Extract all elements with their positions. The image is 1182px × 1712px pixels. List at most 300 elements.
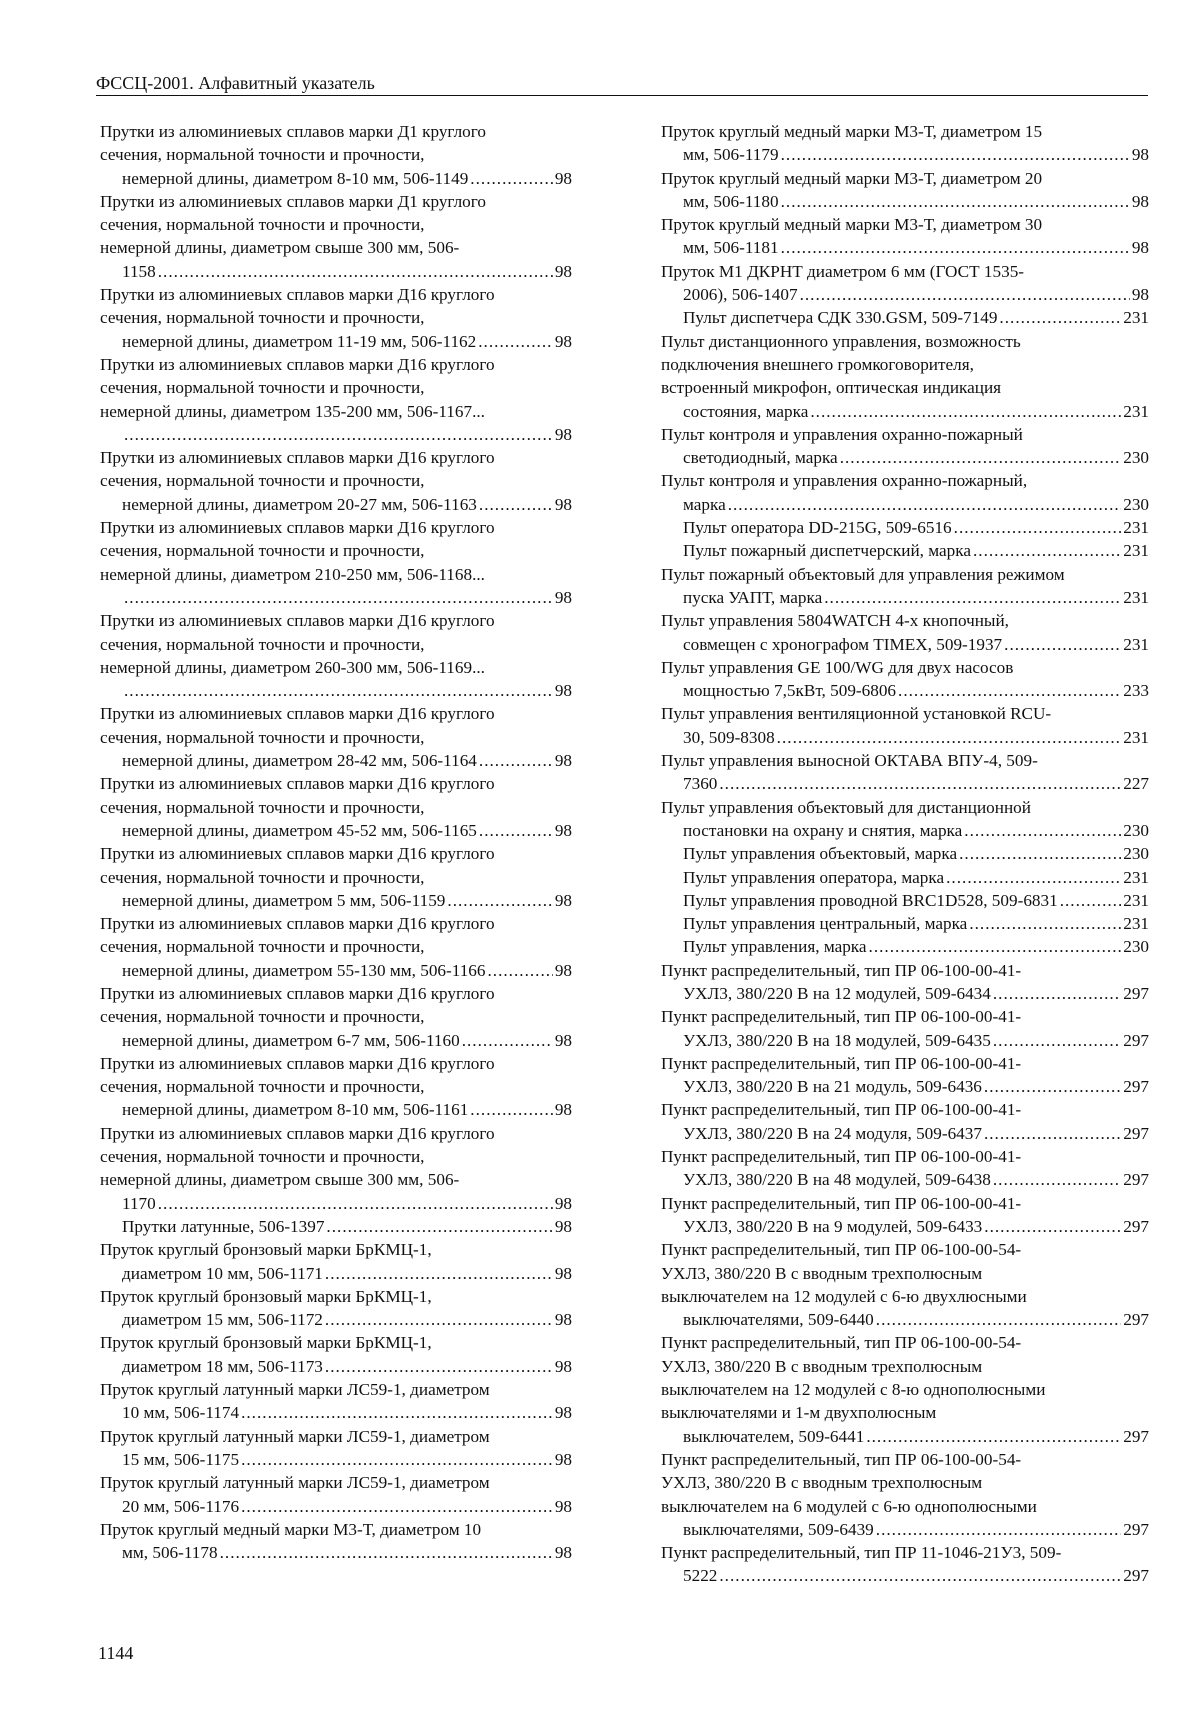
entry-text: немерной длины, диаметром 8-10 мм, 506-1161 xyxy=(122,1100,469,1120)
entry-line: немерной длины, диаметром 210-250 мм, 506-1168... xyxy=(100,564,485,584)
leader-dots xyxy=(876,1308,1121,1331)
entry-page: 231 xyxy=(1123,401,1149,421)
index-entry xyxy=(100,1122,572,1215)
entry-line: Прутки из алюминиевых сплавов марки Д16 круглого xyxy=(100,611,495,631)
entry-last-line xyxy=(683,586,1149,609)
entry-text: выключателями, 509-6439 xyxy=(683,1519,874,1539)
entry-text: диаметром 18 мм, 506-1173 xyxy=(122,1356,323,1376)
entry-line: Пульт дистанционного управления, возможность xyxy=(661,331,1021,351)
entry-text: 1170 xyxy=(122,1193,156,1213)
entry-text: диаметром 15 мм, 506-1172 xyxy=(122,1310,323,1330)
entry-text: мм, 506-1179 xyxy=(683,145,779,165)
index-entry xyxy=(100,1518,572,1565)
entry-last-line xyxy=(683,190,1149,213)
entry-page: 98 xyxy=(554,890,572,910)
entry-last-line xyxy=(122,260,572,283)
leader-dots xyxy=(984,1122,1121,1145)
index-entry xyxy=(661,866,1149,889)
entry-last-line xyxy=(683,400,1149,423)
entry-line: Пункт распределительный, тип ПР 06-100-00-41- xyxy=(661,1147,1022,1167)
entry-line: Прутки из алюминиевых сплавов марки Д16 круглого xyxy=(100,844,495,864)
entry-line: выключателем на 12 модулей с 8-ю однополюсными xyxy=(661,1380,1046,1400)
leader-dots xyxy=(973,539,1121,562)
entry-last-line xyxy=(122,1308,572,1331)
entry-last-line xyxy=(683,1075,1149,1098)
entry-page: 297 xyxy=(1123,1426,1149,1446)
index-entry xyxy=(661,959,1149,1006)
entry-page: 98 xyxy=(554,1403,572,1423)
leader-dots xyxy=(325,1355,553,1378)
index-entry xyxy=(661,609,1149,656)
entry-line: сечения, нормальной точности и прочности, xyxy=(100,1077,425,1097)
entry-line: сечения, нормальной точности и прочности, xyxy=(100,378,425,398)
entry-line: сечения, нормальной точности и прочности, xyxy=(100,308,425,328)
page-number: 1144 xyxy=(98,1643,134,1663)
index-entry xyxy=(100,912,572,982)
leader-dots xyxy=(241,1495,553,1518)
leader-dots xyxy=(241,1448,553,1471)
entry-line: Прутки из алюминиевых сплавов марки Д16 круглого xyxy=(100,914,495,934)
entry-last-line xyxy=(683,1425,1149,1448)
entry-last-line xyxy=(683,143,1149,166)
index-entry xyxy=(100,842,572,912)
entry-last-line xyxy=(122,1541,572,1564)
leader-dots xyxy=(325,1308,553,1331)
entry-text: состояния, марка xyxy=(683,401,809,421)
entry-page: 231 xyxy=(1123,587,1149,607)
entry-text: немерной длины, диаметром 11-19 мм, 506-1162 xyxy=(122,331,477,351)
entry-text: Пульт управления оператора, марка xyxy=(683,867,945,887)
index-entry xyxy=(100,772,572,842)
leader-dots xyxy=(1004,633,1121,656)
index-entry xyxy=(661,935,1149,958)
entry-last-line xyxy=(122,889,572,912)
entry-page: 231 xyxy=(1123,541,1149,561)
index-entry xyxy=(661,423,1149,470)
entry-text: 7360 xyxy=(683,774,718,794)
leader-dots xyxy=(728,493,1122,516)
entry-text: диаметром 10 мм, 506-1171 xyxy=(122,1263,323,1283)
leader-dots xyxy=(1060,889,1122,912)
entry-last-line xyxy=(683,889,1149,912)
index-entry xyxy=(661,1238,1149,1331)
entry-line: Прутки из алюминиевых сплавов марки Д16 круглого xyxy=(100,1053,495,1073)
entry-page: 231 xyxy=(1123,634,1149,654)
leader-dots xyxy=(241,1401,553,1424)
leader-dots xyxy=(993,1029,1121,1052)
leader-dots xyxy=(479,493,553,516)
leader-dots xyxy=(984,1215,1121,1238)
entry-page: 231 xyxy=(1123,727,1149,747)
entry-text: мм, 506-1181 xyxy=(683,238,779,258)
entry-last-line xyxy=(683,539,1149,562)
leader-dots xyxy=(158,1192,553,1215)
entry-last-line xyxy=(122,1029,572,1052)
index-entry xyxy=(100,1215,572,1238)
entry-text: совмещен с хронографом TIMEX, 509-1937 xyxy=(683,634,1003,654)
entry-line: Прутки из алюминиевых сплавов марки Д16 круглого xyxy=(100,704,495,724)
leader-dots xyxy=(840,446,1122,469)
entry-line: сечения, нормальной точности и прочности, xyxy=(100,634,425,654)
entry-text: немерной длины, диаметром 20-27 мм, 506-1163 xyxy=(122,494,477,514)
index-entry xyxy=(661,1541,1149,1588)
leader-dots xyxy=(470,167,553,190)
entry-page: 230 xyxy=(1123,820,1149,840)
entry-line: выключателем на 6 модулей с 6-ю однополюсными xyxy=(661,1496,1037,1516)
entry-line: Пункт распределительный, тип ПР 06-100-00-54- xyxy=(661,1449,1022,1469)
entry-line: Прутки из алюминиевых сплавов марки Д16 круглого xyxy=(100,285,495,305)
entry-line: Пруток круглый медный марки М3-Т, диаметром 10 xyxy=(100,1519,482,1539)
leader-dots xyxy=(462,1029,553,1052)
entry-line: Пульт пожарный объектовый для управления режимом xyxy=(661,564,1065,584)
entry-line: подключения внешнего громкоговорителя, xyxy=(661,354,974,374)
entry-line: выключателями и 1-м двухполюсным xyxy=(661,1403,937,1423)
entry-line: Прутки из алюминиевых сплавов марки Д16 круглого xyxy=(100,774,495,794)
entry-last-line xyxy=(122,819,572,842)
entry-text: мм, 506-1178 xyxy=(122,1543,218,1563)
entry-line: Пункт распределительный, тип ПР 06-100-00-41- xyxy=(661,960,1022,980)
entry-line: Пруток круглый медный марки М3-Т, диаметром 15 xyxy=(661,122,1043,141)
leader-dots xyxy=(869,935,1122,958)
index-entry xyxy=(661,796,1149,843)
entry-page: 297 xyxy=(1123,1077,1149,1097)
entry-line: немерной длины, диаметром свыше 300 мм, 506- xyxy=(100,1170,460,1190)
entry-line: сечения, нормальной точности и прочности, xyxy=(100,727,425,747)
entry-line: Прутки из алюминиевых сплавов марки Д16 круглого xyxy=(100,1123,495,1143)
entry-text: выключателем, 509-6441 xyxy=(683,1426,865,1446)
index-entry xyxy=(661,912,1149,935)
entry-line: сечения, нормальной точности и прочности, xyxy=(100,867,425,887)
leader-dots xyxy=(954,516,1122,539)
entry-text: немерной длины, диаметром 28-42 мм, 506-1164 xyxy=(122,751,477,771)
entry-last-line xyxy=(683,842,1149,865)
entry-last-line xyxy=(122,959,572,982)
leader-dots xyxy=(810,400,1121,423)
index-entry xyxy=(100,702,572,772)
entry-text: немерной длины, диаметром 6-7 мм, 506-1160 xyxy=(122,1030,460,1050)
entry-line: сечения, нормальной точности и прочности, xyxy=(100,541,425,561)
entry-text: Пульт управления проводной BRC1D528, 509-6831 xyxy=(683,890,1058,910)
entry-text: УХЛ3, 380/220 В на 48 модулей, 509-6438 xyxy=(683,1170,991,1190)
index-entry xyxy=(661,167,1149,214)
leader-dots xyxy=(898,679,1121,702)
entry-page: 98 xyxy=(554,1356,572,1376)
entry-line: Пруток круглый латунный марки ЛС59-1, диаметром xyxy=(100,1473,490,1493)
entry-text: Прутки латунные, 506-1397 xyxy=(122,1216,325,1236)
entry-line: сечения, нормальной точности и прочности, xyxy=(100,215,425,235)
leader-dots xyxy=(326,1215,552,1238)
entry-last-line xyxy=(683,493,1149,516)
entry-last-line xyxy=(683,306,1149,329)
entry-line: Пункт распределительный, тип ПР 06-100-00-41- xyxy=(661,1053,1022,1073)
entry-line: немерной длины, диаметром 135-200 мм, 506-1167... xyxy=(100,401,485,421)
index-entry xyxy=(661,1448,1149,1541)
leader-dots xyxy=(800,283,1130,306)
index-entry xyxy=(661,306,1149,329)
index-column-left xyxy=(100,120,572,1564)
leader-dots xyxy=(946,866,1121,889)
entry-page: 231 xyxy=(1123,867,1149,887)
leader-dots xyxy=(719,1564,1121,1587)
entry-line: УХЛ3, 380/220 В с вводным трехполюсным xyxy=(661,1473,983,1493)
entry-line: Прутки из алюминиевых сплавов марки Д16 круглого xyxy=(100,518,495,538)
index-entry xyxy=(661,330,1149,423)
entry-page: 297 xyxy=(1123,1123,1149,1143)
leader-dots xyxy=(478,330,553,353)
leader-dots xyxy=(220,1541,553,1564)
entry-page: 230 xyxy=(1123,494,1149,514)
index-entry xyxy=(661,1098,1149,1145)
entry-page: 98 xyxy=(554,168,572,188)
entry-last-line xyxy=(683,1029,1149,1052)
entry-text: УХЛ3, 380/220 В на 21 модуль, 509-6436 xyxy=(683,1077,982,1097)
entry-last-line xyxy=(683,679,1149,702)
header-title: ФССЦ-2001. Алфавитный указатель xyxy=(96,73,375,93)
index-entry xyxy=(661,1005,1149,1052)
entry-line: немерной длины, диаметром свыше 300 мм, 506- xyxy=(100,238,460,258)
entry-last-line xyxy=(122,1098,572,1121)
leader-dots xyxy=(124,586,553,609)
entry-line: Прутки из алюминиевых сплавов марки Д16 круглого xyxy=(100,448,495,468)
entry-page: 98 xyxy=(554,1030,572,1050)
entry-line: сечения, нормальной точности и прочности, xyxy=(100,937,425,957)
entry-text: Пульт оператора DD-215G, 509-6516 xyxy=(683,518,952,538)
index-entry xyxy=(661,260,1149,307)
entry-last-line xyxy=(683,1308,1149,1331)
entry-last-line xyxy=(683,1215,1149,1238)
entry-line: Пункт распределительный, тип ПР 06-100-00-41- xyxy=(661,1193,1022,1213)
index-entry xyxy=(661,1052,1149,1099)
leader-dots xyxy=(959,842,1121,865)
entry-text: 2006), 506-1407 xyxy=(683,285,798,305)
entry-last-line xyxy=(122,1448,572,1471)
leader-dots xyxy=(325,1262,553,1285)
entry-last-line xyxy=(122,167,572,190)
entry-text: светодиодный, марка xyxy=(683,448,838,468)
index-entry xyxy=(661,702,1149,749)
entry-text: УХЛ3, 380/220 В на 12 модулей, 509-6434 xyxy=(683,983,991,1003)
entry-last-line xyxy=(683,726,1149,749)
entry-text: 30, 509-8308 xyxy=(683,727,775,747)
entry-text: выключателями, 509-6440 xyxy=(683,1310,874,1330)
entry-line: Прутки из алюминиевых сплавов марки Д16 круглого xyxy=(100,983,495,1003)
index-entry xyxy=(661,1145,1149,1192)
entry-line: сечения, нормальной точности и прочности, xyxy=(100,797,425,817)
entry-text: немерной длины, диаметром 55-130 мм, 506-1166 xyxy=(122,960,486,980)
index-entry xyxy=(661,1331,1149,1447)
entry-line: Пруток круглый бронзовый марки БрКМЦ-1, xyxy=(100,1333,432,1353)
index-entry xyxy=(661,539,1149,562)
entry-last-line xyxy=(683,912,1149,935)
entry-line: Пункт распределительный, тип ПР 06-100-00-41- xyxy=(661,1100,1022,1120)
entry-last-line xyxy=(683,236,1149,259)
entry-page: 297 xyxy=(1123,1310,1149,1330)
entry-page: 98 xyxy=(554,960,572,980)
entry-page: 98 xyxy=(554,331,572,351)
leader-dots xyxy=(447,889,552,912)
entry-page: 297 xyxy=(1123,1030,1149,1050)
index-entry xyxy=(100,1331,572,1378)
entry-page: 297 xyxy=(1123,1519,1149,1539)
entry-last-line xyxy=(122,1192,572,1215)
leader-dots xyxy=(993,982,1121,1005)
entry-line: Пульт контроля и управления охранно-пожарный, xyxy=(661,471,1028,491)
entry-line: Пульт контроля и управления охранно-пожарный xyxy=(661,424,1023,444)
entry-line: Пруток круглый медный марки М3-Т, диаметром 30 xyxy=(661,215,1043,235)
entry-last-line xyxy=(683,1518,1149,1541)
entry-line: Пруток круглый латунный марки ЛС59-1, диаметром xyxy=(100,1426,490,1446)
entry-text: Пульт управления, марка xyxy=(683,937,867,957)
entry-page: 98 xyxy=(554,681,572,701)
entry-text: Пульт управления центральный, марка xyxy=(683,914,968,934)
entry-line: сечения, нормальной точности и прочности, xyxy=(100,1147,425,1167)
entry-page: 231 xyxy=(1123,914,1149,934)
entry-page: 98 xyxy=(1131,238,1149,258)
entry-text: УХЛ3, 380/220 В на 24 модуля, 509-6437 xyxy=(683,1123,982,1143)
entry-page: 98 xyxy=(554,751,572,771)
index-entry xyxy=(100,516,572,609)
entry-last-line xyxy=(683,866,1149,889)
entry-line: УХЛ3, 380/220 В с вводным трехполюсным xyxy=(661,1263,983,1283)
leader-dots xyxy=(479,749,553,772)
leader-dots xyxy=(876,1518,1121,1541)
entry-page: 98 xyxy=(554,1449,572,1469)
index-entry xyxy=(100,1238,572,1285)
leader-dots xyxy=(487,959,552,982)
index-entry xyxy=(661,120,1149,167)
entry-page: 231 xyxy=(1123,518,1149,538)
entry-text: немерной длины, диаметром 8-10 мм, 506-1149 xyxy=(122,168,469,188)
entry-line: выключателем на 12 модулей с 6-ю двухлюсными xyxy=(661,1286,1027,1306)
entry-page: 98 xyxy=(554,820,572,840)
entry-page: 98 xyxy=(554,494,572,514)
entry-page: 98 xyxy=(554,1543,572,1563)
entry-text: 5222 xyxy=(683,1566,718,1586)
entry-line: Пруток круглый бронзовый марки БрКМЦ-1, xyxy=(100,1286,432,1306)
index-entry xyxy=(100,1471,572,1518)
entry-last-line xyxy=(683,982,1149,1005)
entry-page: 231 xyxy=(1123,308,1149,328)
entry-text: Пульт управления объектовый, марка xyxy=(683,844,958,864)
index-entry xyxy=(100,190,572,283)
entry-text: 20 мм, 506-1176 xyxy=(122,1496,240,1516)
entry-page: 231 xyxy=(1123,890,1149,910)
entry-last-line xyxy=(122,1215,572,1238)
leader-dots xyxy=(866,1425,1121,1448)
entry-last-line xyxy=(122,1495,572,1518)
entry-page: 98 xyxy=(554,1100,572,1120)
entry-page: 98 xyxy=(554,587,572,607)
entry-line: Пункт распределительный, тип ПР 06-100-00-41- xyxy=(661,1007,1022,1027)
entry-line: Пульт управления выносной ОКТАВА ВПУ-4, 509- xyxy=(661,751,1038,771)
leader-dots xyxy=(479,819,553,842)
index-entry xyxy=(661,516,1149,539)
entry-last-line xyxy=(683,516,1149,539)
entry-last-line xyxy=(122,1355,572,1378)
entry-last-line xyxy=(122,493,572,516)
entry-text: УХЛ3, 380/220 В на 9 модулей, 509-6433 xyxy=(683,1216,983,1236)
entry-line: Пульт управления объектовый для дистанционной xyxy=(661,797,1031,817)
index-entry xyxy=(100,1285,572,1332)
entry-text: Пульт диспетчера СДК 330.GSM, 509-7149 xyxy=(683,308,998,328)
leader-dots xyxy=(158,260,553,283)
page-header xyxy=(96,72,1148,96)
entry-page: 297 xyxy=(1123,983,1149,1003)
entry-last-line xyxy=(122,330,572,353)
entry-page: 233 xyxy=(1123,681,1149,701)
index-entry xyxy=(661,563,1149,610)
entry-page: 98 xyxy=(554,1263,572,1283)
entry-line: Пульт управления 5804WATCH 4-х кнопочный, xyxy=(661,611,1009,631)
index-entry xyxy=(100,283,572,353)
entry-last-line xyxy=(683,772,1149,795)
entry-page: 230 xyxy=(1123,937,1149,957)
entry-line: Пульт управления вентиляционной установкой RCU- xyxy=(661,704,1052,724)
entry-last-line xyxy=(683,633,1149,656)
entry-last-line xyxy=(122,749,572,772)
entry-last-line xyxy=(122,1401,572,1424)
entry-page: 230 xyxy=(1123,448,1149,468)
leader-dots xyxy=(781,190,1130,213)
entry-page: 98 xyxy=(554,1193,572,1213)
entry-page: 297 xyxy=(1123,1566,1149,1586)
entry-page: 98 xyxy=(554,1310,572,1330)
entry-text: мм, 506-1180 xyxy=(683,191,779,211)
entry-line: сечения, нормальной точности и прочности, xyxy=(100,1007,425,1027)
index-entry xyxy=(661,1192,1149,1239)
entry-last-line xyxy=(683,1122,1149,1145)
entry-line: Пункт распределительный, тип ПР 06-100-00-54- xyxy=(661,1240,1022,1260)
entry-last-line xyxy=(683,935,1149,958)
entry-last-line xyxy=(122,586,572,609)
index-entry xyxy=(100,982,572,1052)
leader-dots xyxy=(470,1098,553,1121)
entry-line: Прутки из алюминиевых сплавов марки Д1 круглого xyxy=(100,122,486,141)
entry-page: 98 xyxy=(554,424,572,444)
entry-page: 227 xyxy=(1123,774,1149,794)
entry-last-line xyxy=(122,679,572,702)
entry-line: встроенный микрофон, оптическая индикация xyxy=(661,378,1002,398)
entry-line: Пункт распределительный, тип ПР 06-100-00-54- xyxy=(661,1333,1022,1353)
index-entry xyxy=(661,656,1149,703)
entry-last-line xyxy=(683,1168,1149,1191)
entry-line: сечения, нормальной точности и прочности, xyxy=(100,145,425,165)
entry-last-line xyxy=(683,446,1149,469)
entry-last-line xyxy=(122,423,572,446)
index-entry xyxy=(100,353,572,446)
entry-page: 98 xyxy=(1131,145,1149,165)
index-entry xyxy=(100,609,572,702)
entry-page: 98 xyxy=(1131,285,1149,305)
entry-text: марка xyxy=(683,494,726,514)
entry-text: немерной длины, диаметром 45-52 мм, 506-1165 xyxy=(122,820,477,840)
entry-text: мощностью 7,5кВт, 509-6806 xyxy=(683,681,897,701)
entry-last-line xyxy=(683,1564,1149,1587)
entry-line: Пруток круглый латунный марки ЛС59-1, диаметром xyxy=(100,1380,490,1400)
entry-text: 1158 xyxy=(122,261,156,281)
leader-dots xyxy=(999,306,1121,329)
leader-dots xyxy=(993,1168,1121,1191)
entry-line: Пункт распределительный, тип ПР 11-1046-21У3, 509- xyxy=(661,1543,1062,1563)
leader-dots xyxy=(124,679,553,702)
entry-page: 297 xyxy=(1123,1216,1149,1236)
index-entry xyxy=(661,889,1149,912)
index-entry xyxy=(661,749,1149,796)
entry-text: пуска УАПТ, марка xyxy=(683,587,823,607)
leader-dots xyxy=(719,772,1121,795)
entry-line: Прутки из алюминиевых сплавов марки Д16 круглого xyxy=(100,354,495,374)
entry-page: 98 xyxy=(554,261,572,281)
